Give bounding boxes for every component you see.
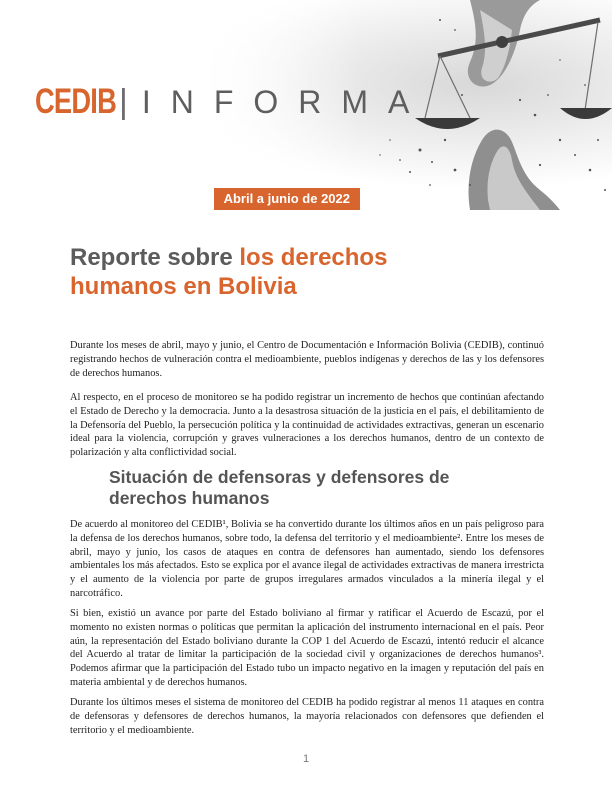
- page-title: [70, 243, 490, 301]
- header-hero: [0, 0, 612, 210]
- date-badge: Abril a junio de 2022: [214, 188, 360, 210]
- paragraph-attacks: Durante los últimos meses el sistema de monitoreo del CEDIB ha podido registrar al menos 11 ataques en contra de defensoras y defensores de derechos humanos, la mayoría relacionados con defensores que defienden el territorio y el medioambiente.: [70, 697, 544, 736]
- paragraph-context: Al respecto, en el proceso de monitoreo se ha podido registrar un incremento de hechos que continúan afectando el Estado de Derecho y la democracia. Junto a la desastrosa situación de la justicia en el país, el debilitamiento de la Defensoría del Pueblo, la persecución política y la continuidad de actividades extractivas, generan un escenario ideal para la violencia, corrupción y graves vulneraciones a los derechos humanos, dentro de un contexto de polarización y alta conflictividad social.: [70, 392, 544, 459]
- section-heading: Situación de defensoras y defensores de derechos humanos: [109, 467, 450, 508]
- title-part-2: los derechos: [239, 244, 388, 271]
- paragraph-escazu: Si bien, existió un avance por parte del Estado boliviano al firmar y ratificar el Acuerdo de Escazú, por el momento no existen normas o políticas que permitan la aplicación del instrumento internacional en el país. Peor aún, la representación del Estado boliviano durante la COP 1 del Acuerdo de Escazú, intentó reducir el alcance del Acuerdo al tratar de limitar la participación de la sociedad civil y organizaciones de derechos humanos³. Podemos afirmar que la participación del Estado tubo un impacto negativo en la imagen y reputación del país en materia ambiental y de derechos humanos.: [70, 608, 544, 688]
- masthead-separator: |: [119, 83, 128, 121]
- title-part-3: humanos en Bolivia: [70, 273, 297, 300]
- page-number: 1: [302, 753, 310, 765]
- date-bar: [0, 188, 612, 210]
- brand-logo: CEDIB: [35, 82, 117, 121]
- masthead-section: INFORMA: [141, 84, 430, 120]
- paragraph-monitoring: De acuerdo al monitoreo del CEDIB¹, Bolivia se ha convertido durante los últimos años en un país peligroso para la defensa de los derechos humanos, sobre todo, la defensa del territorio y el medioambiente². Entre los meses de abril, mayo y junio, los casos de ataques en contra de defensores han aumentado, siendo los defensores ambientales los más afectados. Esto se explica por el avance ilegal de actividades extractivas de manera irrestricta y el aumento de la violencia por parte de grupos irregulares armados vinculados a la minería ilegal y el narcotráfico.: [70, 519, 545, 599]
- title-part-1: Reporte sobre: [70, 244, 240, 271]
- paragraph-intro: Durante los meses de abril, mayo y junio, el Centro de Documentación e Información Bolivia (CEDIB), continuó registrando hechos de vulneración contra el medioambiente, pueblos indígenas y derechos de las y los defensores de derechos humanos.: [70, 340, 544, 379]
- masthead: [35, 82, 429, 122]
